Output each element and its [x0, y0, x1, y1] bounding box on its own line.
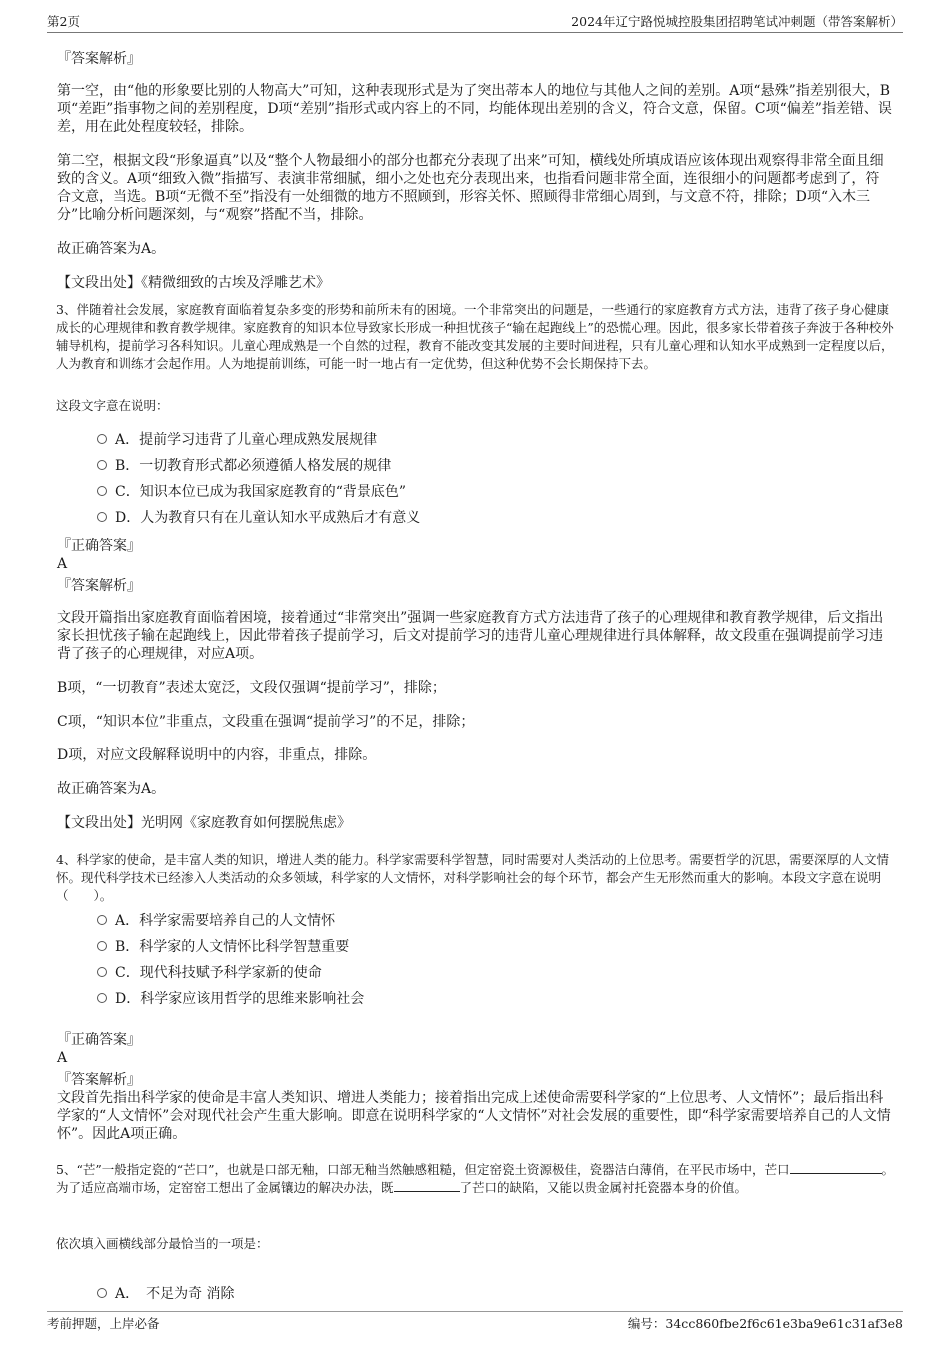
page-number: 第2页 [47, 14, 80, 29]
q2-analysis-label: 『答案解析』 [57, 51, 141, 67]
radio-icon[interactable] [97, 993, 107, 1003]
q4-option-a[interactable] [97, 912, 335, 930]
q3-option-a-label: A．提前学习违背了儿童心理成熟发展规律 [115, 432, 378, 448]
document-code: 编号：34cc860fbe2f6c61e3ba9e61c31af3e8 [627, 1316, 903, 1331]
q2-analysis-para1: 第一空，由“他的形象要比别的人物高大”可知，这种表现形式是为了突出蒂本人的地位与其他人之间的差别。A项“悬殊”指差别很大，B项“差距”指事物之间的差别程度，D项“差别”指形式或内容上的不同，均能体现出差别的含义，符合文意，保留。C项“偏差”指差错、误差，用在此处程度较轻，排除。 [57, 83, 892, 135]
q3-option-d-label: D．人为教育只有在儿童认知水平成熟后才有意义 [115, 510, 421, 526]
page-header [47, 12, 903, 33]
q3-analysis: 文段开篇指出家庭教育面临着困境，接着通过“非常突出”强调一些家庭教育方式方法违背了孩子的心理规律和教育教学规律，后文指出家长担忧孩子输在起跑线上，因此带着孩子提前学习，后文对提前学习的违背儿童心理规律进行具体解释，故文段重在强调提前学习违背了孩子的心理规律，对应A项。 [57, 610, 884, 662]
document-title: 2024年辽宁路悦城控股集团招聘笔试冲刺题（带答案解析） [571, 14, 903, 29]
q3-conclusion: 故正确答案为A。 [57, 781, 166, 797]
q3-option-d[interactable] [97, 509, 420, 527]
page-footer [47, 1311, 903, 1334]
q4-stem: 4、科学家的使命，是丰富人类的知识，增进人类的能力。科学家需要科学智慧，同时需要对人类活动的上位思考。需要哲学的沉思，需要深厚的人文情怀。现代科学技术已经渗入人类活动的众多领域，科学家的人文情怀，对科学影响社会的每个环节，都会产生无形然而重大的影响。本段文字意在说明（ ）。 [56, 852, 889, 903]
q4-option-a-label: A．科学家需要培养自己的人文情怀 [115, 913, 336, 929]
q4-analysis: 文段首先指出科学家的使命是丰富人类知识、增进人类能力；接着指出完成上述使命需要科学家的“上位思考、人文情怀”；最后指出科学家的“人文情怀”会对现代社会产生重大影响。即意在说明科学家的“人文情怀”对社会发展的重要性，即“科学家需要培养自己的人文情怀”。因此A项正确。 [57, 1090, 891, 1142]
q3-analysis-label: 『答案解析』 [57, 578, 141, 594]
q2-analysis-para2: 第二空，根据文段“形象逼真”以及“整个人物最细小的部分也都充分表现了出来”可知，横线处所填成语应该体现出观察得非常全面且细致的含义。A项“细致入微”指描写、表演非常细腻，细小之处也充分表现出来，也指看问题非常全面，连很细小的问题都考虑到了，符合文意，当选。B项“无微不至”指没有一处细微的地方不照顾到，形容关怀、照顾得非常细心周到，与文意不符，排除；D项“入木三分”比喻分析问题深刻，与“观察”搭配不当，排除。 [57, 153, 884, 223]
q5-stem-part3: 了芒口的缺陷，又能以贵金属衬托瓷器本身的价值。 [459, 1180, 748, 1195]
q3-option-a[interactable] [97, 431, 377, 449]
q5-stem-part2: 。为了适应高端市场，定窑窑工想出了金属镶边的解决办法，既 [56, 1162, 895, 1195]
q3-option-b[interactable] [97, 457, 391, 475]
q5-option-a-label: A． 不足为奇 消除 [115, 1286, 235, 1302]
q5-option-a[interactable] [97, 1285, 235, 1303]
radio-icon[interactable] [97, 486, 107, 496]
q4-answer: A [57, 1050, 68, 1066]
q3-source: 【文段出处】光明网《家庭教育如何摆脱焦虑》 [57, 815, 351, 831]
fill-blank-1 [790, 1161, 882, 1174]
q4-option-c-label: C．现代科技赋予科学家新的使命 [115, 965, 322, 981]
q2-source: 【文段出处】《精微细致的古埃及浮雕艺术》 [57, 275, 330, 291]
radio-icon[interactable] [97, 1288, 107, 1298]
q4-option-d[interactable] [97, 990, 364, 1008]
q2-conclusion: 故正确答案为A。 [57, 241, 166, 257]
q5-prompt: 依次填入画横线部分最恰当的一项是： [56, 1236, 269, 1251]
footer-slogan: 考前押题，上岸必备 [47, 1316, 160, 1331]
radio-icon[interactable] [97, 915, 107, 925]
q3-option-b-label: B．一切教育形式都必须遵循人格发展的规律 [115, 458, 392, 474]
radio-icon[interactable] [97, 967, 107, 977]
radio-icon[interactable] [97, 941, 107, 951]
q5-stem [56, 1161, 898, 1197]
q3-answer-label: 『正确答案』 [57, 538, 141, 554]
q3-answer: A [57, 556, 68, 572]
q3-option-c-note: C项，“知识本位”非重点，文段重在强调“提前学习”的不足，排除； [57, 714, 475, 730]
q3-option-c[interactable] [97, 483, 406, 501]
q4-option-b[interactable] [97, 938, 349, 956]
radio-icon[interactable] [97, 512, 107, 522]
q3-option-b-note: B项，“一切教育”表述太宽泛，文段仅强调“提前学习”，排除； [57, 680, 446, 696]
q4-option-d-label: D．科学家应该用哲学的思维来影响社会 [115, 991, 365, 1007]
q3-prompt: 这段文字意在说明： [56, 398, 169, 413]
q3-stem: 3、伴随着社会发展，家庭教育面临着复杂多变的形势和前所未有的困境。一个非常突出的问题是，一些通行的家庭教育方式方法，违背了孩子身心健康成长的心理规律和教育教学规律。家庭教育的知识本位导致家长形成一种担忧孩子“输在起跑线上”的恐慌心理。因此，很多家长带着孩子奔波于各种校外辅导机构，提前学习各科知识。儿童心理成熟是一个自然的过程，教育不能改变其发展的主要时间进程，只有儿童心理和认知水平成熟到一定程度以后，人为教育和训练才会起作用。人为地提前训练，可能一时一地占有一定优势，但这种优势不会长期保持下去。 [56, 302, 894, 371]
q3-option-c-label: C．知识本位已成为我国家庭教育的“背景底色” [115, 484, 407, 500]
radio-icon[interactable] [97, 460, 107, 470]
q4-analysis-label: 『答案解析』 [57, 1072, 141, 1088]
q4-option-b-label: B．科学家的人文情怀比科学智慧重要 [115, 939, 350, 955]
fill-blank-2 [394, 1179, 460, 1192]
q5-stem-part1: 5、“芒”一般指定瓷的“芒口”，也就是口部无釉，口部无釉当然触感粗糙，但定窑瓷土资源极佳，瓷器洁白薄俏，在平民市场中，芒口 [56, 1162, 790, 1177]
radio-icon[interactable] [97, 434, 107, 444]
q3-option-d-note: D项，对应文段解释说明中的内容，非重点，排除。 [57, 747, 377, 763]
q4-answer-label: 『正确答案』 [57, 1032, 141, 1048]
q4-option-c[interactable] [97, 964, 322, 982]
